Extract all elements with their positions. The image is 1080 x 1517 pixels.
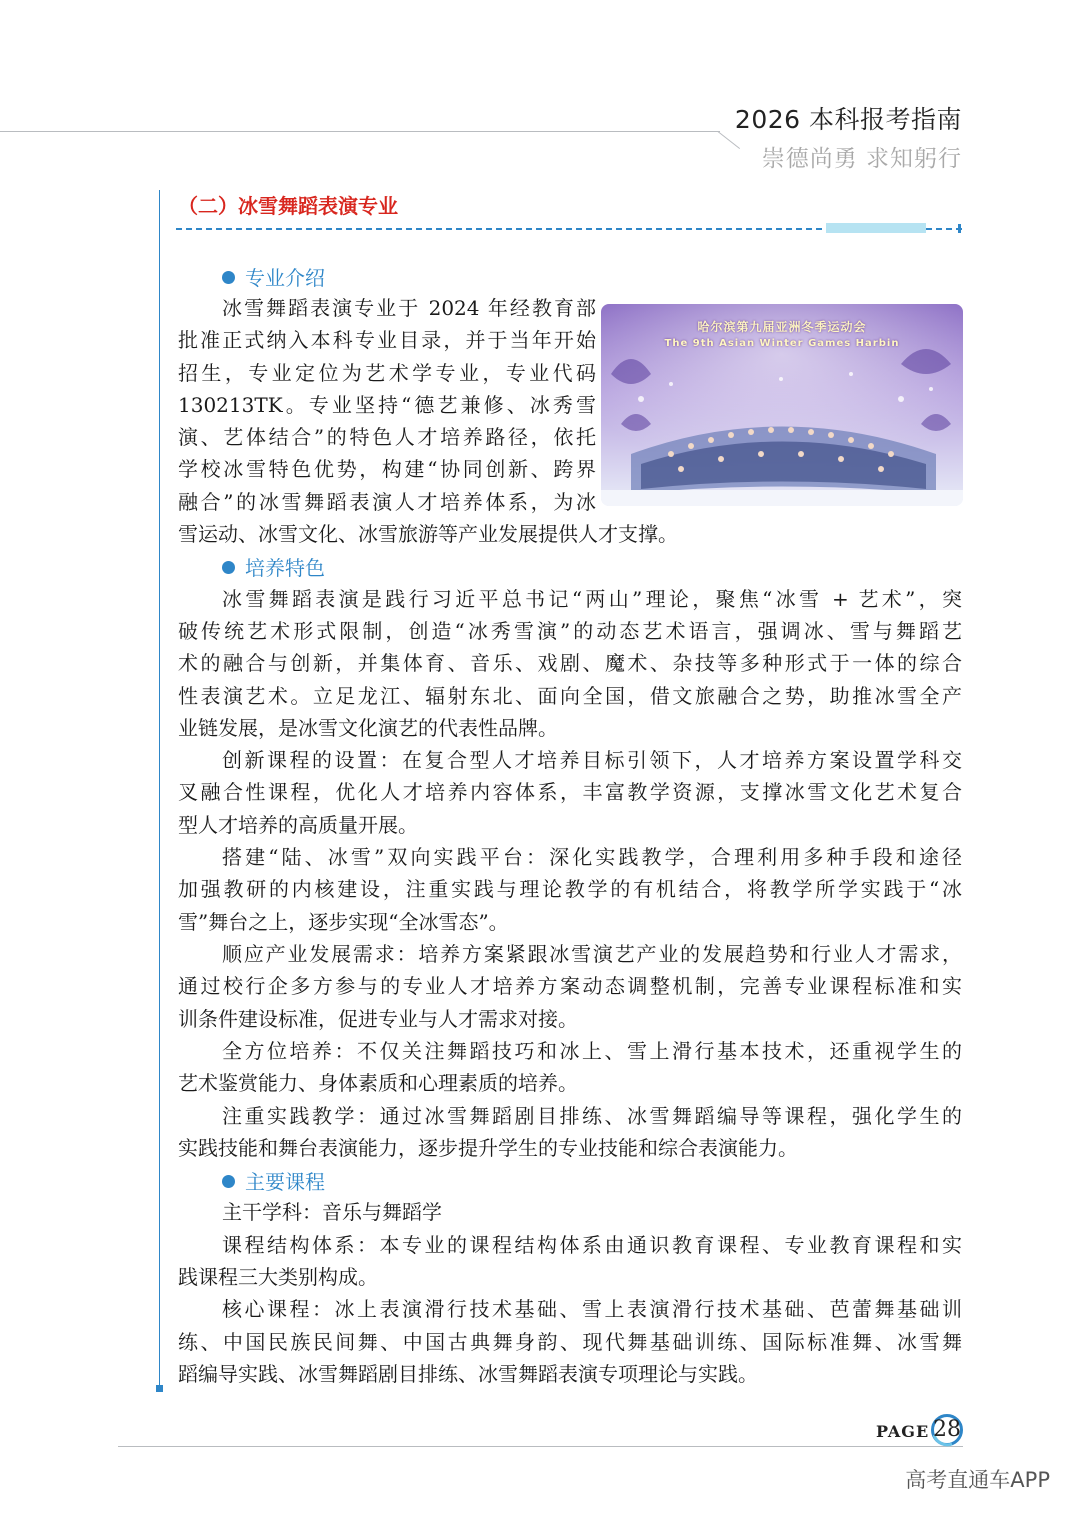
paragraph-line: 全方位培养：不仅关注舞蹈技巧和冰上、雪上滑行基本技术，还重视学生的 [222, 1039, 962, 1063]
paragraph-line: 搭建“陆、冰雪”双向实践平台：深化实践教学，合理利用多种手段和途径 [222, 845, 962, 869]
school-slogan: 崇德尚勇 求知躬行 [761, 146, 962, 172]
bullet-dot-icon [222, 271, 235, 284]
page-label: PAGE [876, 1422, 930, 1441]
paragraph-line: 叉融合性课程，优化人才培养内容体系，丰富教学资源，支撑冰雪文化艺术复合 [178, 780, 962, 804]
section-title: （二）冰雪舞蹈表演专业 [178, 194, 398, 218]
page-number-badge [930, 1413, 964, 1447]
header-rule [0, 131, 720, 132]
app-watermark: 高考直通车APP [905, 1468, 1050, 1492]
paragraph-line: 训条件建设标准，促进专业与人才需求对接。 [178, 1007, 578, 1031]
paragraph-line: 型人才培养的高质量开展。 [178, 813, 418, 837]
photo-caption-cn: 哈尔滨第九届亚洲冬季运动会 [697, 320, 867, 334]
photo-caption-en: The 9th Asian Winter Games Harbin [664, 338, 900, 349]
paragraph-line: 加强教研的内核建设，注重实践与理论教学的有机结合，将教学所学实践于“冰 [178, 877, 962, 901]
left-margin-rule [159, 190, 160, 1390]
paragraph-line: 雪”舞台之上，逐步实现“全冰雪态”。 [178, 910, 509, 934]
asian-winter-games-photo [601, 304, 963, 506]
paragraph-line: 实践技能和舞台表演能力，逐步提升学生的专业技能和综合表演能力。 [178, 1136, 798, 1160]
paragraph-line: 练、中国民族民间舞、中国古典舞身韵、现代舞基础训练、国际标准舞、冰雪舞 [178, 1330, 962, 1354]
paragraph-line: 顺应产业发展需求：培养方案紧跟冰雪演艺产业的发展趋势和行业人才需求， [222, 942, 962, 966]
paragraph-line: 130213TK。专业坚持“德艺兼修、冰秀雪 [178, 393, 596, 417]
subheading-features: 培养特色 [222, 552, 325, 581]
left-margin-rule-end [156, 1385, 163, 1392]
paragraph-line: 批准正式纳入本科专业目录，并于当年开始 [178, 328, 596, 352]
paragraph-line: 演、艺体结合”的特色人才培养路径，依托 [178, 425, 596, 449]
paragraph-line: 注重实践教学：通过冰雪舞蹈剧目排练、冰雪舞蹈编导等课程，强化学生的 [222, 1104, 962, 1128]
paragraph-line: 课程结构体系：本专业的课程结构体系由通识教育课程、专业教育课程和实 [222, 1233, 962, 1257]
paragraph-line: 术的融合与创新，并集体育、音乐、戏剧、魔术、杂技等多种形式于一体的综合 [178, 651, 962, 675]
paragraph-line: 践课程三大类别构成。 [178, 1265, 378, 1289]
paragraph-line: 核心课程：冰上表演滑行技术基础、雪上表演滑行技术基础、芭蕾舞基础训 [222, 1297, 962, 1321]
paragraph-line: 破传统艺术形式限制，创造“冰秀雪演”的动态艺术语言，强调冰、雪与舞蹈艺 [178, 619, 962, 643]
bullet-dot-icon [222, 1175, 235, 1188]
section-rule-highlight [826, 223, 926, 233]
paragraph-line: 创新课程的设置：在复合型人才培养目标引领下，人才培养方案设置学科交 [222, 748, 962, 772]
paragraph-line: 融合”的冰雪舞蹈表演人才培养体系，为冰 [178, 490, 596, 514]
subheading-courses: 主要课程 [222, 1166, 325, 1195]
footer-rule [118, 1446, 963, 1447]
paragraph-line: 业链发展，是冰雪文化演艺的代表性品牌。 [178, 716, 558, 740]
guide-title: 2026 本科报考指南 [734, 105, 962, 134]
page-number: 28 [933, 1417, 961, 1442]
paragraph-line: 冰雪舞蹈表演是践行习近平总书记“两山”理论，聚焦“冰雪 + 艺术”，突 [222, 587, 962, 611]
paragraph-line: 蹈编导实践、冰雪舞蹈剧目排练、冰雪舞蹈表演专项理论与实践。 [178, 1362, 758, 1386]
paragraph-line: 艺术鉴赏能力、身体素质和心理素质的培养。 [178, 1071, 578, 1095]
paragraph-line: 主干学科：音乐与舞蹈学 [222, 1200, 442, 1224]
paragraph-line: 通过校行企多方参与的专业人才培养方案动态调整机制，完善专业课程标准和实 [178, 974, 962, 998]
paragraph-line: 雪运动、冰雪文化、冰雪旅游等产业发展提供人才支撑。 [178, 522, 678, 546]
paragraph-line: 学校冰雪特色优势，构建“协同创新、跨界 [178, 457, 596, 481]
subheading-intro: 专业介绍 [222, 262, 325, 291]
paragraph-line: 招生，专业定位为艺术学专业，专业代码 [178, 361, 596, 385]
paragraph-line: 性表演艺术。立足龙江、辐射东北、面向全国，借文旅融合之势，助推冰雪全产 [178, 684, 962, 708]
bullet-dot-icon [222, 561, 235, 574]
paragraph-line: 冰雪舞蹈表演专业于 2024 年经教育部 [222, 296, 596, 320]
section-rule-end [958, 224, 961, 233]
